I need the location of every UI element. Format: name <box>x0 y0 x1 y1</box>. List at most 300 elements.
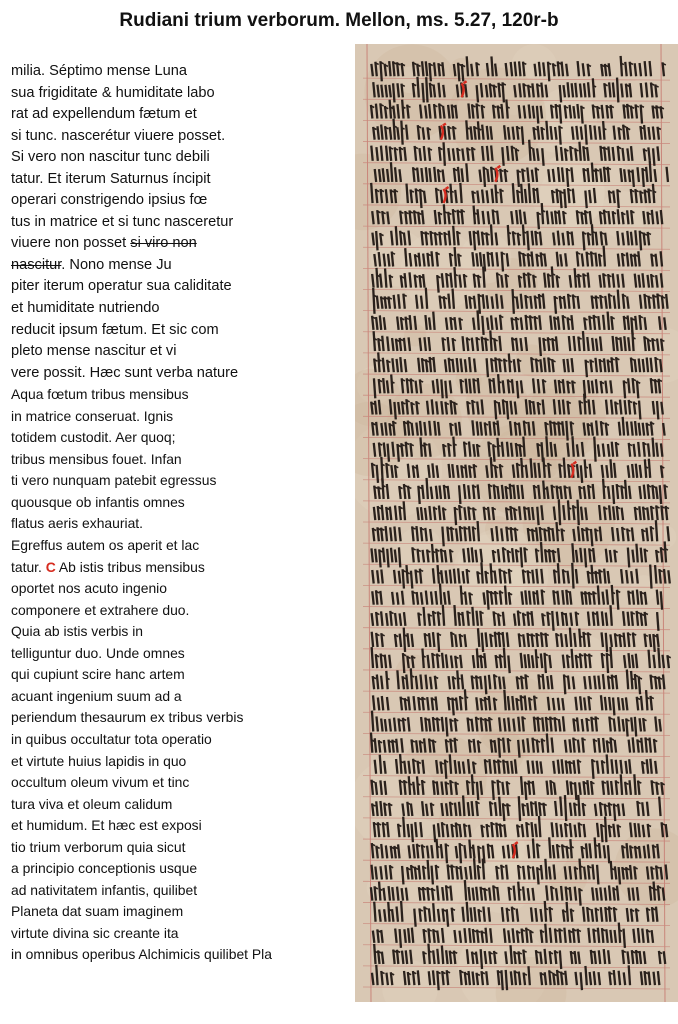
script-stroke <box>559 127 560 144</box>
script-stroke <box>512 908 513 921</box>
script-stroke <box>500 592 501 604</box>
script-stroke <box>533 149 534 159</box>
script-stroke <box>494 952 495 963</box>
script-stroke <box>404 422 405 434</box>
script-stroke <box>425 107 426 118</box>
text-segment: pleto mense nascitur et vi <box>11 343 177 360</box>
script-stroke <box>506 487 507 498</box>
script-stroke <box>439 64 440 75</box>
script-stroke <box>508 381 509 393</box>
script-stroke <box>554 423 555 435</box>
script-stroke <box>661 466 662 476</box>
script-stroke <box>494 486 495 498</box>
script-stroke <box>437 782 438 793</box>
script-stroke <box>654 656 655 667</box>
script-stroke <box>538 444 539 455</box>
script-stroke <box>528 529 529 540</box>
script-stroke <box>503 382 504 393</box>
script-stroke <box>555 297 556 312</box>
script-stroke <box>609 698 610 709</box>
script-stroke <box>510 507 511 519</box>
script-stroke <box>521 677 522 688</box>
script-stroke <box>565 796 566 820</box>
script-stroke <box>513 929 514 941</box>
script-stroke <box>618 718 619 731</box>
script-stroke <box>508 697 509 709</box>
script-stroke <box>609 908 610 921</box>
script-stroke <box>641 549 642 562</box>
script-stroke <box>390 101 391 118</box>
script-stroke <box>434 358 435 371</box>
script-stroke <box>377 931 378 942</box>
script-stroke <box>636 465 637 477</box>
script-stroke <box>482 233 483 244</box>
script-stroke <box>491 741 492 752</box>
script-stroke <box>477 572 478 582</box>
script-stroke <box>479 910 480 920</box>
script-stroke <box>521 381 522 392</box>
script-stroke <box>495 401 496 418</box>
script-stroke <box>512 697 513 709</box>
script-stroke <box>385 656 386 667</box>
script-stroke <box>644 234 645 245</box>
script-stroke <box>573 190 574 202</box>
script-stroke <box>431 846 432 857</box>
script-stroke <box>577 465 578 476</box>
script-stroke <box>659 952 660 963</box>
script-stroke <box>402 64 403 75</box>
script-stroke <box>388 445 389 461</box>
script-stroke <box>519 797 520 820</box>
script-stroke <box>658 886 659 899</box>
script-stroke <box>659 798 660 815</box>
script-stroke <box>502 105 503 117</box>
script-stroke <box>641 697 642 709</box>
script-stroke <box>612 760 613 772</box>
script-stroke <box>465 690 466 709</box>
script-stroke <box>483 860 484 879</box>
script-stroke <box>441 571 442 582</box>
script-stroke <box>545 423 546 434</box>
script-stroke <box>635 317 636 329</box>
transcription-line <box>11 255 346 277</box>
script-stroke <box>374 508 375 519</box>
script-stroke <box>424 192 425 202</box>
script-stroke <box>433 313 434 329</box>
script-stroke <box>379 444 380 456</box>
script-stroke <box>391 847 392 857</box>
script-stroke <box>638 929 639 942</box>
script-stroke <box>559 465 560 477</box>
script-stroke <box>482 826 483 836</box>
script-stroke <box>612 676 613 688</box>
script-stroke <box>541 931 542 942</box>
script-stroke <box>401 444 402 455</box>
script-stroke <box>584 424 585 435</box>
script-stroke <box>449 359 450 371</box>
script-stroke <box>413 467 414 477</box>
script-stroke <box>589 401 590 414</box>
script-stroke <box>481 699 482 709</box>
script-stroke <box>579 487 580 498</box>
script-stroke <box>417 845 418 857</box>
script-stroke <box>562 422 563 434</box>
script-stroke <box>473 319 474 329</box>
script-stroke <box>383 169 384 180</box>
script-stroke <box>385 720 386 730</box>
script-stroke <box>518 234 519 244</box>
script-stroke <box>613 699 614 715</box>
script-stroke <box>457 86 458 97</box>
script-stroke <box>666 825 667 836</box>
script-stroke <box>604 84 605 96</box>
script-stroke <box>494 423 495 435</box>
script-stroke <box>450 781 451 793</box>
script-stroke <box>582 847 583 857</box>
script-stroke <box>520 445 521 455</box>
script-stroke <box>578 796 579 815</box>
script-stroke <box>589 549 590 561</box>
script-stroke <box>577 211 578 223</box>
script-stroke <box>657 845 658 857</box>
script-stroke <box>469 380 470 392</box>
script-stroke <box>640 719 641 730</box>
script-stroke <box>545 654 546 672</box>
script-stroke <box>507 782 508 793</box>
transcription-line <box>11 643 346 665</box>
script-stroke <box>504 929 505 941</box>
script-stroke <box>430 358 431 371</box>
script-stroke <box>390 276 391 287</box>
script-stroke <box>631 423 632 435</box>
script-stroke <box>571 168 572 180</box>
script-stroke <box>545 925 546 942</box>
script-stroke <box>478 629 479 645</box>
script-stroke <box>562 63 563 75</box>
script-stroke <box>502 148 503 164</box>
script-stroke <box>444 143 445 164</box>
script-stroke <box>418 359 419 371</box>
script-stroke <box>611 401 612 414</box>
script-stroke <box>511 212 512 223</box>
script-stroke <box>575 149 576 159</box>
script-stroke <box>631 910 632 921</box>
script-stroke <box>629 889 630 900</box>
script-stroke <box>448 487 449 498</box>
script-stroke <box>466 380 467 392</box>
script-stroke <box>564 929 565 942</box>
script-stroke <box>589 697 590 709</box>
script-stroke <box>539 316 540 328</box>
script-stroke <box>641 614 642 625</box>
script-stroke <box>665 543 666 562</box>
script-stroke <box>620 635 621 646</box>
script-stroke <box>532 530 533 540</box>
script-stroke <box>589 317 590 329</box>
script-stroke <box>424 147 425 159</box>
script-stroke <box>381 190 382 202</box>
script-stroke <box>525 190 526 202</box>
script-stroke <box>373 696 374 709</box>
script-stroke <box>500 825 501 836</box>
script-stroke <box>647 509 648 519</box>
script-stroke <box>576 698 577 709</box>
script-stroke <box>381 972 382 984</box>
script-stroke <box>582 720 583 730</box>
script-stroke <box>617 79 618 102</box>
script-stroke <box>559 720 560 730</box>
script-stroke <box>566 422 567 439</box>
script-stroke <box>614 127 615 139</box>
script-stroke <box>448 295 449 308</box>
script-stroke <box>564 459 565 477</box>
text-segment: . Nono mense Ju <box>61 256 172 273</box>
script-stroke <box>472 677 473 688</box>
script-stroke <box>624 105 625 117</box>
script-stroke <box>511 528 512 540</box>
script-stroke <box>557 613 558 625</box>
script-stroke <box>378 823 379 836</box>
script-stroke <box>429 634 430 646</box>
script-stroke <box>372 65 373 75</box>
script-stroke <box>508 657 509 672</box>
script-stroke <box>504 126 505 138</box>
script-stroke <box>575 868 576 879</box>
script-stroke <box>476 718 477 730</box>
script-stroke <box>462 65 463 80</box>
script-stroke <box>546 634 547 646</box>
script-stroke <box>617 485 618 498</box>
script-stroke <box>403 818 404 836</box>
script-stroke <box>413 972 414 984</box>
script-stroke <box>655 762 656 773</box>
script-stroke <box>552 823 553 836</box>
script-stroke <box>602 761 603 772</box>
script-stroke <box>501 276 502 286</box>
script-stroke <box>411 191 412 202</box>
script-stroke <box>514 486 515 498</box>
script-stroke <box>489 889 490 900</box>
script-stroke <box>568 502 569 519</box>
script-stroke <box>503 761 504 773</box>
script-stroke <box>629 741 630 752</box>
text-segment: acuant ingenium suum ad a <box>11 687 182 704</box>
script-stroke <box>473 846 474 857</box>
script-stroke <box>467 781 468 793</box>
script-stroke <box>391 232 392 244</box>
script-stroke <box>592 424 593 435</box>
script-stroke <box>381 571 382 583</box>
script-stroke <box>587 781 588 794</box>
script-stroke <box>629 444 630 456</box>
transcription-line <box>11 233 346 255</box>
script-stroke <box>573 678 574 689</box>
script-stroke <box>397 888 398 900</box>
script-stroke <box>396 760 397 773</box>
script-stroke <box>456 847 457 857</box>
script-stroke <box>439 105 440 118</box>
script-stroke <box>659 380 660 392</box>
script-stroke <box>433 718 434 730</box>
script-stroke <box>635 508 636 519</box>
script-stroke <box>661 868 662 878</box>
script-stroke <box>484 889 485 899</box>
script-stroke <box>637 888 638 899</box>
script-stroke <box>642 930 643 942</box>
transcription-line <box>11 772 346 794</box>
script-stroke <box>508 226 509 244</box>
script-stroke <box>378 339 379 350</box>
script-stroke <box>628 953 629 963</box>
script-stroke <box>469 443 470 456</box>
script-stroke <box>423 867 424 878</box>
script-stroke <box>398 825 399 836</box>
script-stroke <box>478 379 479 392</box>
script-stroke <box>554 508 555 519</box>
script-stroke <box>434 168 435 181</box>
script-stroke <box>506 101 507 118</box>
script-stroke <box>451 318 452 329</box>
script-stroke <box>647 529 648 540</box>
script-stroke <box>392 359 393 371</box>
script-stroke <box>516 339 517 350</box>
script-stroke <box>616 676 617 688</box>
transcription-line <box>11 815 346 837</box>
script-stroke <box>380 62 381 80</box>
script-stroke <box>598 317 599 328</box>
script-stroke <box>645 635 646 646</box>
script-stroke <box>624 656 625 667</box>
script-stroke <box>505 587 506 604</box>
script-stroke <box>377 466 378 482</box>
script-stroke <box>404 629 405 651</box>
script-stroke <box>405 212 406 223</box>
script-stroke <box>507 402 508 418</box>
script-stroke <box>419 254 420 265</box>
script-stroke <box>488 212 489 223</box>
script-stroke <box>497 274 498 287</box>
script-stroke <box>631 233 632 244</box>
script-stroke <box>661 211 662 223</box>
script-stroke <box>477 105 478 118</box>
script-stroke <box>462 150 463 160</box>
script-stroke <box>547 488 548 498</box>
script-stroke <box>601 696 602 709</box>
script-stroke <box>470 867 471 878</box>
script-stroke <box>380 592 381 604</box>
script-stroke <box>652 781 653 793</box>
script-stroke <box>372 866 373 878</box>
script-stroke <box>633 551 634 561</box>
script-stroke <box>373 677 374 688</box>
script-stroke <box>638 252 639 265</box>
script-stroke <box>394 571 395 582</box>
script-stroke <box>458 168 459 181</box>
script-stroke <box>434 422 435 434</box>
script-stroke <box>441 402 442 413</box>
script-stroke <box>377 297 378 308</box>
script-stroke <box>420 190 421 207</box>
script-stroke <box>635 231 636 244</box>
script-stroke <box>588 613 589 625</box>
script-stroke <box>555 445 556 456</box>
script-stroke <box>525 697 526 710</box>
script-stroke <box>543 804 544 815</box>
script-stroke <box>548 338 549 349</box>
script-stroke <box>628 379 629 392</box>
transcription-line <box>11 707 346 729</box>
script-stroke <box>371 106 372 117</box>
script-stroke <box>436 189 437 202</box>
script-stroke <box>442 947 443 963</box>
script-stroke <box>666 866 667 879</box>
script-stroke <box>567 782 568 794</box>
script-stroke <box>657 295 658 308</box>
script-stroke <box>495 359 496 372</box>
script-stroke <box>598 677 599 688</box>
script-stroke <box>560 86 561 101</box>
script-stroke <box>596 889 597 899</box>
script-stroke <box>563 570 564 582</box>
script-stroke <box>584 825 585 836</box>
script-stroke <box>473 253 474 265</box>
script-stroke <box>455 318 456 329</box>
script-stroke <box>461 867 462 878</box>
script-stroke <box>508 846 509 857</box>
text-segment: componere et extrahere duo. <box>11 601 190 618</box>
script-stroke <box>420 106 421 118</box>
script-stroke <box>613 275 614 287</box>
script-stroke <box>541 655 542 667</box>
script-stroke <box>625 783 626 794</box>
script-stroke <box>466 296 467 308</box>
text-segment: rat ad expellendum fætum et <box>11 106 197 123</box>
script-stroke <box>645 191 646 202</box>
script-stroke <box>464 485 465 498</box>
script-stroke <box>544 529 545 540</box>
script-stroke <box>429 319 430 329</box>
script-stroke <box>580 85 581 97</box>
script-stroke <box>606 930 607 941</box>
script-stroke <box>593 401 594 413</box>
script-stroke <box>519 106 520 117</box>
script-stroke <box>445 551 446 561</box>
script-stroke <box>554 318 555 329</box>
script-stroke <box>383 549 384 561</box>
script-stroke <box>606 382 607 392</box>
script-stroke <box>455 248 456 265</box>
script-stroke <box>557 253 558 265</box>
script-stroke <box>603 480 604 498</box>
script-stroke <box>402 592 403 604</box>
script-stroke <box>510 422 511 434</box>
script-stroke <box>379 550 380 566</box>
script-stroke <box>509 593 510 603</box>
script-stroke <box>469 972 470 984</box>
script-stroke <box>553 529 554 540</box>
script-stroke <box>629 171 630 181</box>
script-stroke <box>495 633 496 646</box>
script-stroke <box>605 297 606 308</box>
script-stroke <box>531 358 532 371</box>
script-stroke <box>649 460 650 477</box>
script-stroke <box>623 149 624 160</box>
script-stroke <box>471 65 472 75</box>
script-stroke <box>493 379 494 392</box>
script-stroke <box>570 629 571 646</box>
script-stroke <box>390 612 391 625</box>
script-stroke <box>425 719 426 731</box>
